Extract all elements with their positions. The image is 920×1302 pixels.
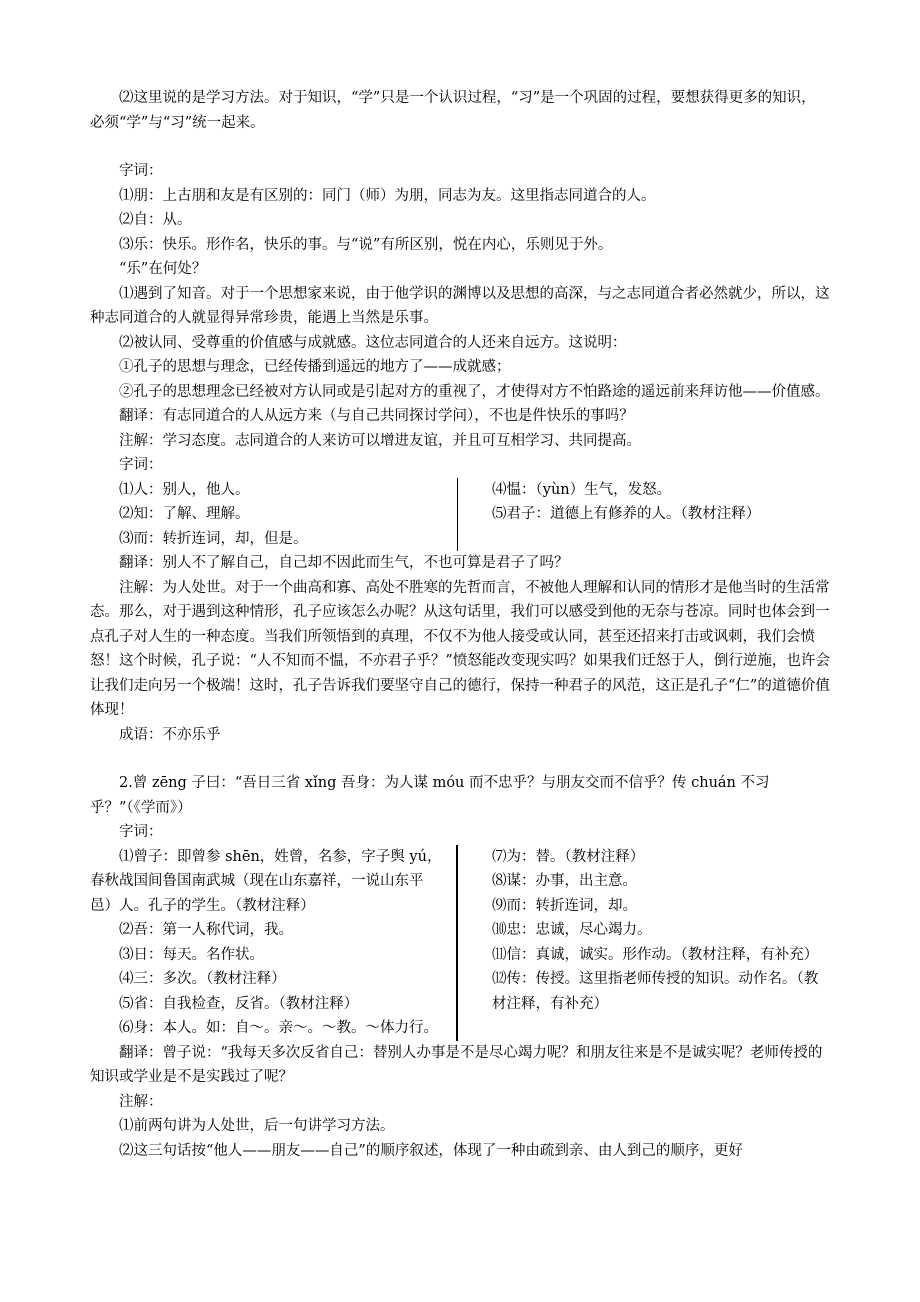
- vocab-item: ⑴朋：上古朋和友是有区别的：同门（师）为朋，同志为友。这里指志同道合的人。: [119, 187, 656, 204]
- vocab-item: ⑷愠：（yùn）生气，发怒。: [492, 481, 672, 498]
- vocab-item: ⑵自：从。: [119, 212, 192, 228]
- vocab-item: ⑼而：转折连词，却。: [492, 897, 637, 914]
- vocab-item: ⑷三：多次。（教材注释）: [119, 971, 286, 987]
- vocab-item: ⑶而：转折连词，却，但是。: [119, 530, 308, 547]
- paragraph-study-method: ⑵这里说的是学习方法。对于知识，“学”只是一个认识过程，“习”是一个巩固的过程，要想获得更多的知识，必须“学”与“习”统一起来。: [90, 90, 816, 131]
- joy-point-2a: ①孔子的思想与理念，已经传播到遥远的地方了——成就感；: [119, 359, 511, 375]
- joy-point-2: ⑵被认同、受尊重的价值感与成就感。这位志同道合的人还来自远方。这说明：: [119, 334, 627, 351]
- vocab-item: ⑴曾子：即曾参 shēn，姓曾，名参，字子舆 yú，春秋战国间鲁国南武城（现在山东嘉祥，一说山东平邑）人。孔子的学生。（教材注释）: [90, 848, 442, 914]
- quote-zengzi: 2.曾 zēng 子曰：“吾日三省 xǐng 吾身：为人谋 móu 而不忠乎？与朋友交而不信乎？传 chuán 不习乎？”（《学而》）: [90, 775, 770, 816]
- vocab-column-right: [458, 845, 830, 1041]
- vocab-column-left: [90, 845, 458, 1041]
- spacer: [90, 747, 830, 771]
- annotation-point-2: ⑵这三句话按“他人——朋友——自己”的顺序叙述，体现了一种由疏到亲、由人到己的顺序，更好: [119, 1142, 743, 1159]
- vocab-item: ⑶乐：快乐。形作名，快乐的事。与“说”有所区别，悦在内心，乐则见于外。: [119, 236, 613, 253]
- vocab-column-right: [458, 478, 830, 552]
- annotation-label: 注解：: [119, 1093, 163, 1110]
- translation: 翻译：曾子说：“我每天多次反省自己：替别人办事是不是尽心竭力呢？和朋友往来是不是诚实呢？老师传授的知识或学业是不是实践过了呢？: [90, 1044, 823, 1085]
- vocab-two-column: [90, 845, 830, 1041]
- vocab-item: ⑶日：每天。名作状。: [119, 946, 264, 963]
- idiom: 成语：不亦乐乎: [119, 726, 221, 743]
- annotation: 注解：为人处世。对于一个曲高和寡、高处不胜寒的先哲而言，不被他人理解和认同的情形才是他当时的生活常态。那么，对于遇到这种情形，孔子应该怎么办呢？从这句话里，我们可以感受到他的无奈与苍凉。同时也体会到一点孔子对人生的一种态度。当我们所领悟到的真理，不仅不为他人接受或认同，甚至还招来打击或讽刺，我们会愤怒！这个时候，孔子说：“人不知而不愠，不亦君子乎？”愤怒能改变现实吗？如果我们迁怒于人，倒行逆施，也许会让我们走向另一个极端！这时，孔子告诉我们要坚守自己的德行，保持一种君子的风范，这正是孔子“仁”的道德价值体现！: [90, 579, 830, 718]
- translation: 翻译：有志同道合的人从远方来（与自己共同探讨学问），不也是件快乐的事吗？: [119, 408, 634, 424]
- vocab-item: ⑽忠：忠诚，尽心竭力。: [492, 922, 652, 938]
- translation: 翻译：别人不了解自己，自己却不因此而生气，不也可算是君子了吗？: [119, 555, 569, 571]
- vocab-label: 字词：: [119, 824, 163, 840]
- vocab-item: ⑺为：替。（教材注释）: [492, 848, 645, 865]
- vocab-column-left: [90, 478, 458, 552]
- vocab-item: ⑻谋：办事，出主意。: [492, 873, 637, 889]
- vocab-item: ⑵知：了解、理解。: [119, 506, 250, 522]
- vocab-item: ⑵吾：第一人称代词，我。: [119, 922, 293, 938]
- joy-heading: “乐”在何处？: [119, 261, 207, 277]
- spacer: [90, 135, 830, 159]
- annotation: 注解：学习态度。志同道合的人来访可以增进友谊，并且可互相学习、共同提高。: [119, 432, 641, 449]
- vocab-item: ⑾信：真诚，诚实。形作动。（教材注释，有补充）: [492, 946, 819, 963]
- vocab-item: ⑴人：别人，他人。: [119, 481, 250, 498]
- vocab-item: ⑸君子：道德上有修养的人。（教材注释）: [492, 506, 761, 522]
- vocab-two-column: [90, 478, 830, 552]
- vocab-item: ⑸省：自我检查，反省。（教材注释）: [119, 995, 359, 1012]
- vocab-item: ⑿传：传授。这里指老师传授的知识。动作名。（教材注释，有补充）: [492, 971, 819, 1012]
- annotation-point-1: ⑴前两句讲为人处世，后一句讲学习方法。: [119, 1118, 395, 1134]
- joy-point-2b: ②孔子的思想理念已经被对方认同或是引起对方的重视了，才使得对方不怕路途的遥远前来拜访他——价值感。: [119, 383, 830, 400]
- vocab-label: 字词：: [119, 457, 163, 473]
- vocab-item: ⑹身：本人。如：自～。亲～。～教。～体力行。: [119, 1020, 438, 1036]
- joy-point-1: ⑴遇到了知音。对于一个思想家来说，由于他学识的渊博以及思想的高深，与之志同道合者必然就少，所以，这种志同道合的人就显得异常珍贵，能遇上当然是乐事。: [90, 285, 830, 326]
- vocab-label: 字词：: [119, 163, 163, 179]
